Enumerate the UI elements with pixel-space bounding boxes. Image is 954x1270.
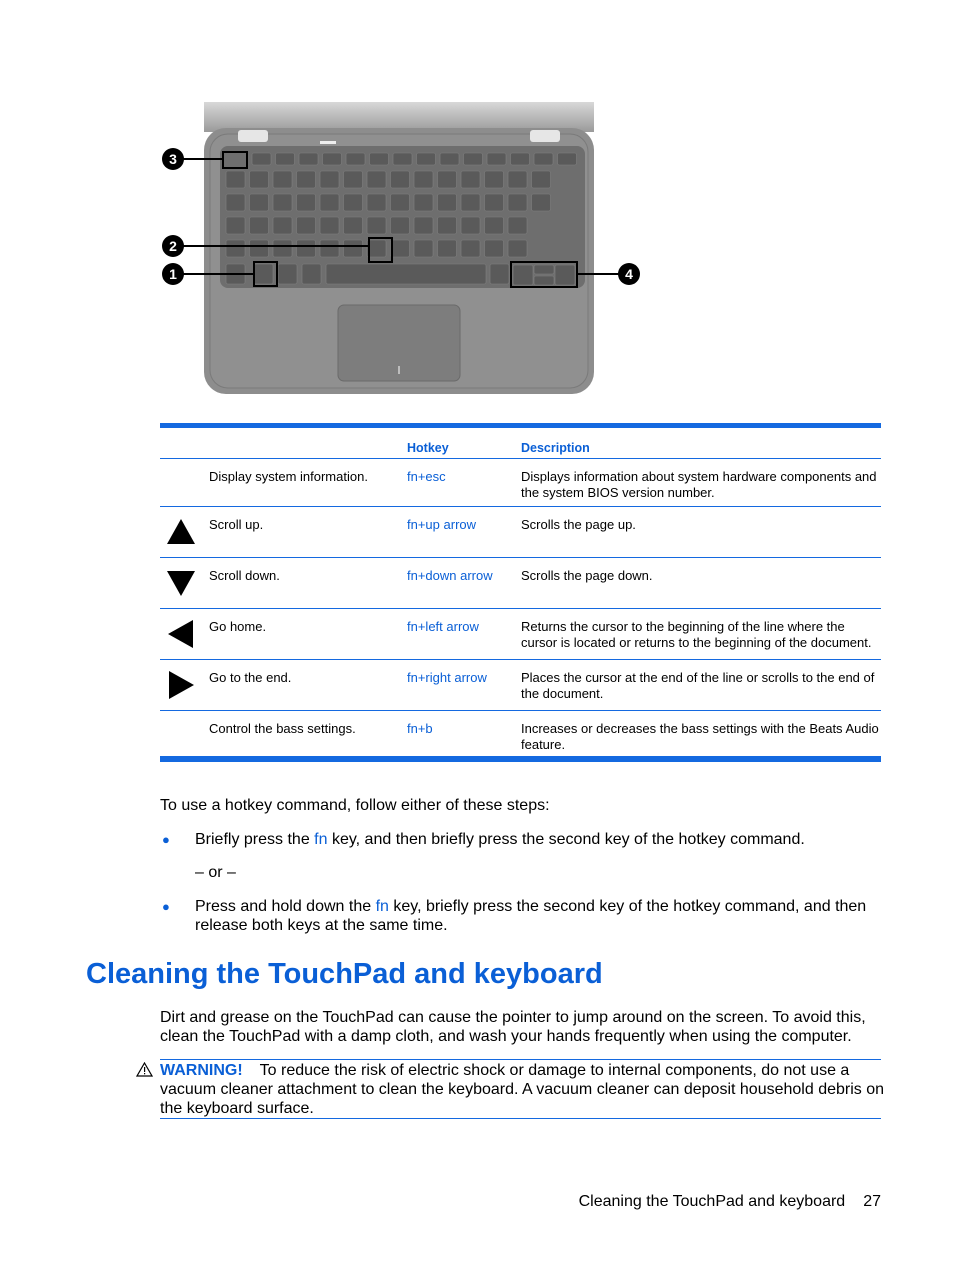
warning-icon (136, 1062, 153, 1077)
keyboard-key (323, 153, 342, 165)
keyboard-key (276, 153, 295, 165)
svg-text:4: 4 (625, 266, 633, 282)
arrow-right-icon (166, 669, 196, 701)
keyboard-key (297, 171, 316, 188)
keyboard-key (391, 171, 410, 188)
keyboard-key (226, 194, 245, 211)
arrow-key (513, 265, 533, 285)
keyboard-key (344, 217, 363, 234)
keyboard-key (532, 194, 551, 211)
section-paragraph: Dirt and grease on the TouchPad can cause the pointer to jump around on the screen. To avoid this, clean the TouchPad with a damp cloth, and wash your hands frequently when using the computer. (160, 1009, 866, 1045)
keyboard-key (438, 171, 457, 188)
keyboard-key (367, 171, 386, 188)
keyboard-key (391, 240, 410, 257)
keyboard-key (508, 194, 527, 211)
warning-label: WARNING! (160, 1062, 243, 1079)
row-description: Scrolls the page up. (521, 517, 636, 532)
keyboard-key (485, 194, 504, 211)
row-description: Returns the cursor to the beginning of the line where the cursor is located or returns to the beginning of the document. (521, 619, 872, 650)
row-description: Scrolls the page down. (521, 568, 653, 583)
warning-text-block (160, 1061, 885, 1118)
keyboard-key (414, 194, 433, 211)
keyboard-key (370, 153, 389, 165)
steps-intro: To use a hotkey command, follow either of these steps: (160, 797, 550, 814)
callout-badge-4 (618, 263, 640, 285)
keyboard-key (250, 194, 269, 211)
keyboard-key (250, 217, 269, 234)
row-description: Displays information about system hardware components and the system BIOS version number. (521, 469, 877, 500)
keyboard-key (278, 264, 297, 284)
arrow-key (534, 265, 554, 274)
keyboard-key (326, 264, 486, 284)
row-description: Increases or decreases the bass settings with the Beats Audio feature. (521, 721, 879, 752)
row-action: Control the bass settings. (209, 721, 356, 736)
keyboard-key (344, 194, 363, 211)
table-row (160, 459, 881, 507)
keyboard-key (461, 240, 480, 257)
header-hotkey: Hotkey (407, 441, 449, 455)
keyboard-key (250, 171, 269, 188)
keyboard-key (320, 194, 339, 211)
row-hotkey: fn+b (407, 721, 433, 736)
keyboard-key (532, 171, 551, 188)
table-bottom-rule (160, 757, 881, 762)
page-number: 27 (863, 1193, 881, 1210)
table-row (160, 558, 881, 609)
keyboard-key (344, 240, 363, 257)
warning-box (160, 1059, 885, 1119)
keyboard-key (438, 194, 457, 211)
keyboard-key (346, 153, 365, 165)
keyboard-key (508, 217, 527, 234)
keyboard-key (461, 194, 480, 211)
row-action: Go home. (209, 619, 267, 634)
keyboard-key (252, 153, 271, 165)
keyboard-key (485, 240, 504, 257)
keyboard-key (273, 217, 292, 234)
or-separator: – or – (195, 864, 236, 881)
section-heading: Cleaning the TouchPad and keyboard (86, 958, 603, 990)
keyboard-key (273, 194, 292, 211)
keyboard-key (320, 217, 339, 234)
row-hotkey: fn+up arrow (407, 517, 477, 532)
step-bullet-2: Press and hold down the fn key, briefly press the second key of the hotkey command, and then release both keys at the same time. (195, 898, 867, 934)
arrow-left-icon (166, 618, 196, 650)
keyboard-key (320, 240, 339, 257)
keyboard-key (438, 240, 457, 257)
keyboard-key (438, 217, 457, 234)
keyboard-key (273, 171, 292, 188)
keyboard-key (391, 194, 410, 211)
keyboard-key (487, 153, 506, 165)
fn-key-ref: fn (375, 898, 389, 915)
table-row (160, 660, 881, 711)
svg-text:3: 3 (169, 151, 177, 167)
keyboard-key (534, 153, 553, 165)
table-row (160, 711, 881, 757)
arrow-key (555, 265, 575, 285)
row-action: Scroll down. (209, 568, 280, 583)
row-action: Display system information. (209, 469, 368, 484)
table-header (160, 428, 881, 459)
step-bullet-1: Briefly press the fn key, and then briefly press the second key of the hotkey command. (195, 831, 805, 848)
keyboard-key (273, 240, 292, 257)
svg-text:1: 1 (169, 266, 177, 282)
table-row (160, 507, 881, 558)
row-description: Places the cursor at the end of the line or scrolls to the end of the document. (521, 670, 875, 701)
keyboard-key (302, 264, 321, 284)
warning-text: To reduce the risk of electric shock or damage to internal components, do not use a vacuum cleaner attachment to clean the keyboard. A vacuum cleaner can deposit household debris on the keyboard surface. (160, 1062, 885, 1117)
arrow-down-icon (166, 567, 196, 599)
keyboard-key (226, 240, 245, 257)
page-footer (579, 1193, 881, 1211)
table-row (160, 609, 881, 660)
arrow-up-icon (166, 516, 196, 548)
keyboard-key (391, 217, 410, 234)
callout-badge-1 (162, 263, 184, 285)
bullet-dot: ● (162, 899, 170, 914)
keyboard-key (299, 153, 318, 165)
keyboard-key (250, 240, 269, 257)
keyboard-key (393, 153, 412, 165)
keyboard-key (508, 171, 527, 188)
row-action: Scroll up. (209, 517, 264, 532)
keyboard-key (440, 153, 459, 165)
row-hotkey: fn+down arrow (407, 568, 493, 583)
row-hotkey: fn+left arrow (407, 619, 479, 634)
keyboard-key (297, 240, 316, 257)
keyboard-key (461, 217, 480, 234)
header-description: Description (521, 441, 590, 455)
keyboard-key (226, 217, 245, 234)
keyboard-key (414, 240, 433, 257)
keyboard-key (464, 153, 483, 165)
arrow-key (534, 276, 554, 285)
callout-badge-2 (162, 235, 184, 257)
keyboard-key (297, 217, 316, 234)
svg-text:2: 2 (169, 238, 177, 254)
keyboard-key (254, 264, 273, 284)
row-hotkey: fn+esc (407, 469, 446, 484)
keyboard-key (490, 264, 509, 284)
keyboard-key (558, 153, 577, 165)
keyboard-key (320, 171, 339, 188)
fn-key-ref: fn (314, 831, 328, 848)
bullet-dot: ● (162, 832, 170, 847)
row-action: Go to the end. (209, 670, 292, 685)
keyboard-key (367, 194, 386, 211)
keyboard-key (226, 171, 245, 188)
keyboard-key (414, 171, 433, 188)
footer-title: Cleaning the TouchPad and keyboard (578, 1193, 846, 1210)
keyboard-key (511, 153, 530, 165)
keyboard-key (297, 194, 316, 211)
keyboard-key (417, 153, 436, 165)
keyboard-key (485, 217, 504, 234)
callout-badge-3 (162, 148, 184, 170)
row-hotkey: fn+right arrow (407, 670, 487, 685)
keyboard-key (485, 171, 504, 188)
hotkey-table (160, 423, 881, 762)
keyboard-key (344, 171, 363, 188)
keyboard-key (461, 171, 480, 188)
keyboard-key (414, 217, 433, 234)
keyboard-key (508, 240, 527, 257)
keyboard-illustration (160, 98, 650, 400)
keyboard-key (367, 217, 386, 234)
